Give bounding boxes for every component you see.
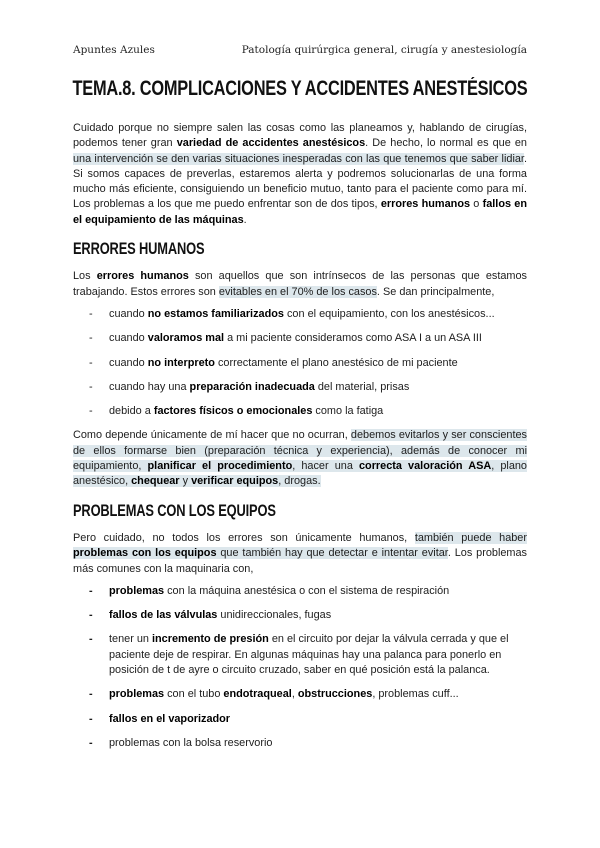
document-body (73, 121, 527, 760)
header-left: Apuntes Azules (73, 44, 155, 56)
page-header (73, 44, 527, 56)
list-item: - cuando no interpreto correctamente el plano anestésico de mi paciente (73, 356, 527, 371)
list-item: - tener un incremento de presión en el circuito por dejar la válvula cerrada y que el paciente deje de respirar. En algunas máquinas hay una palanca para ponerlo en posición de t de ayre o circuito cruzado, saber en qué posición está la palanca. (73, 632, 527, 678)
errores-paragraph: Los errores humanos son aquellos que son intrínsecos de las personas que estamos trabajando. Estos errores son evitables en el 70% de los casos. Se dan principalmente, (73, 270, 527, 298)
page-title: TEMA.8. COMPLICACIONES Y ACCIDENTES ANESTÉSICOS (72, 77, 528, 100)
equipos-list (73, 584, 527, 751)
list-item: - problemas con el tubo endotraqueal, obstrucciones, problemas cuff... (73, 687, 527, 702)
header-right: Patología quirúrgica general, cirugía y anestesiología (241, 44, 527, 56)
list-item: - problemas con la bolsa reservorio (73, 736, 527, 751)
prevention-paragraph: Como depende únicamente de mí hacer que no ocurran, debemos evitarlos y ser conscientes de ellos formarse bien (preparación técnica y experiencia), además de conocer mi equipamiento, planificar el procedimiento, hacer una correcta valoración ASA, plano anestésico, chequear y verificar equipos, drogas. (73, 429, 527, 488)
section-heading-errores-humanos: ERRORES HUMANOS (73, 240, 205, 259)
list-item: - debido a factores físicos o emocionales como la fatiga (73, 404, 527, 419)
list-item: - cuando no estamos familiarizados con el equipamiento, con los anestésicos... (73, 307, 527, 322)
list-item: - fallos de las válvulas unidireccionales, fugas (73, 608, 527, 623)
errores-list (73, 307, 527, 419)
list-item: - cuando hay una preparación inadecuada del material, prisas (73, 380, 527, 395)
intro-paragraph: Cuidado porque no siempre salen las cosas como las planeamos y, hablando de cirugías, podemos tener gran variedad de accidentes anestésicos. De hecho, lo normal es que en una intervención se den varias situaciones inesperadas con las que tenemos que saber lidiar. Si somos capaces de preverlas, estaremos alerta y podremos solucionarlas de una forma mucho más eficiente, consiguiendo un beneficio mutuo, tanto para el paciente como para mí. Los problemas a los que me puedo enfrentar son de dos tipos, errores humanos o fallos en el equipamiento de las máquinas. (73, 122, 527, 226)
list-item: - cuando valoramos mal a mi paciente consideramos como ASA I a un ASA III (73, 331, 527, 346)
equipos-paragraph: Pero cuidado, no todos los errores son únicamente humanos, también puede haber problemas con los equipos que también hay que detectar e intentar evitar. Los problemas más comunes con la maquinaria con, (73, 531, 528, 575)
list-item: - problemas con la máquina anestésica o con el sistema de respiración (73, 584, 527, 599)
section-heading-problemas-equipos: PROBLEMAS CON LOS EQUIPOS (73, 501, 276, 520)
list-item: - fallos en el vaporizador (73, 712, 527, 727)
